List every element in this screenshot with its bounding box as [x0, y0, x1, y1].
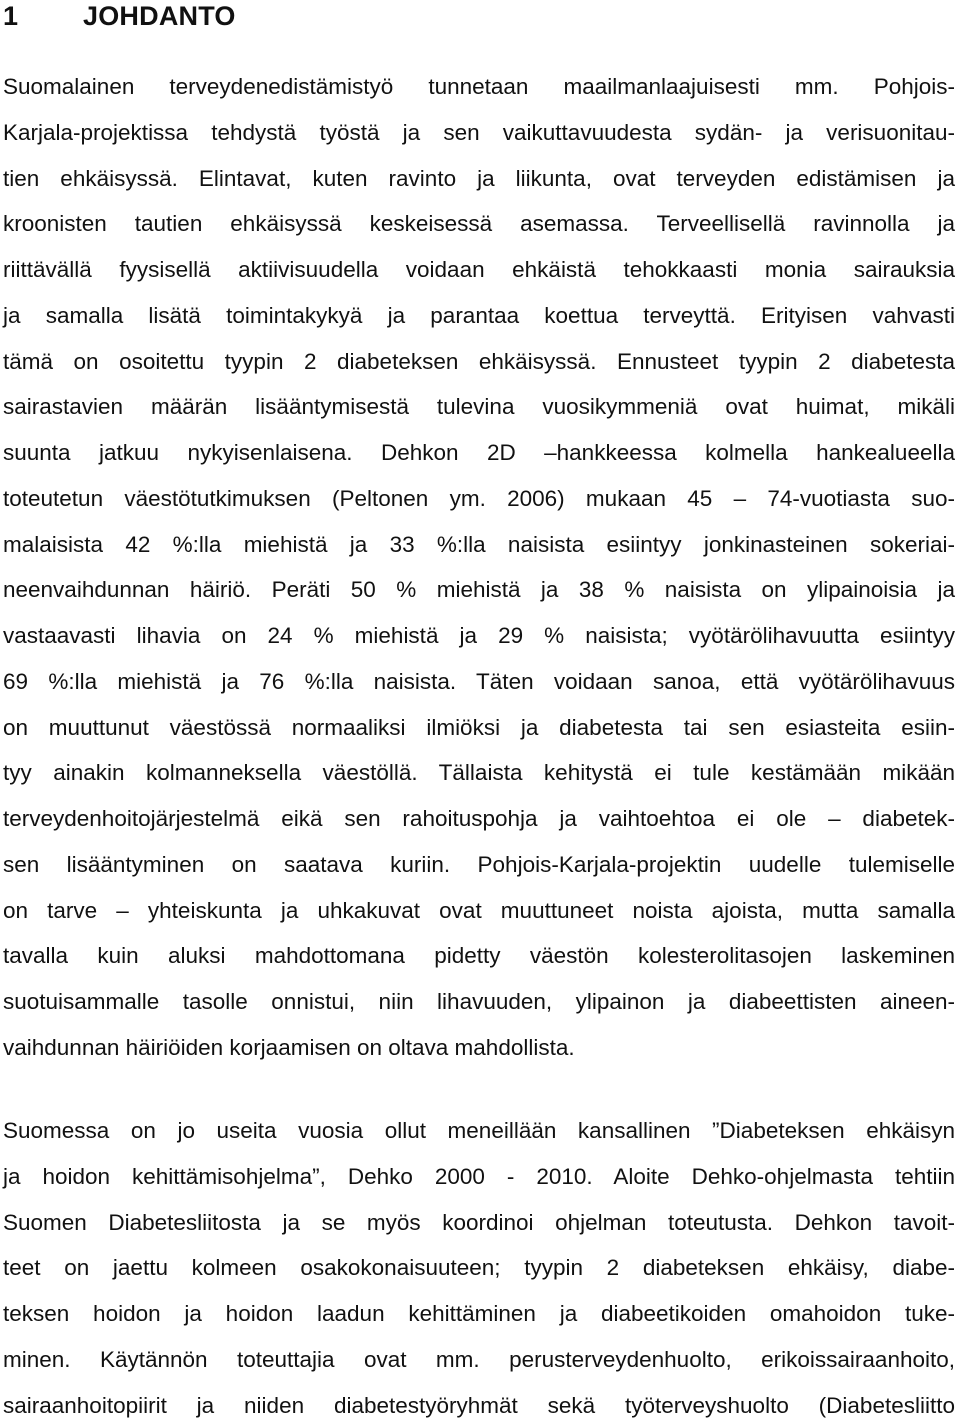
text-line: teksen hoidon ja hoidon laadun kehittäminen ja diabeetikoiden omahoidon tuke- [3, 1291, 955, 1337]
chapter-number: 1 [3, 0, 83, 32]
text-line: kroonisten tautien ehkäisyssä keskeisessä asemassa. Terveellisellä ravinnolla ja [3, 201, 955, 247]
text-line: teet on jaettu kolmeen osakokonaisuuteen; tyypin 2 diabeteksen ehkäisy, diabe- [3, 1245, 955, 1291]
text-line: sairastavien määrän lisääntymisestä tulevina vuosikymmeniä ovat huimat, mikäli [3, 384, 955, 430]
text-line: suotuisammalle tasolle onnistui, niin lihavuuden, ylipainon ja diabeettisten aineen- [3, 979, 955, 1025]
text-line: ja hoidon kehittämisohjelma”, Dehko 2000 - 2010. Aloite Dehko-ohjelmasta tehtiin [3, 1154, 955, 1200]
text-line: sairaanhoitopiirit ja niiden diabetestyöryhmät sekä työterveyshuolto (Diabetesliitto [3, 1383, 955, 1428]
text-line: terveydenhoitojärjestelmä eikä sen rahoituspohja ja vaihtoehtoa ei ole – diabetek- [3, 796, 955, 842]
text-line: Karjala-projektissa tehdystä työstä ja sen vaikuttavuudesta sydän- ja verisuonitau- [3, 110, 955, 156]
chapter-heading [3, 0, 236, 32]
text-line: Suomalainen terveydenedistämistyö tunnetaan maailmanlaajuisesti mm. Pohjois- [3, 64, 955, 110]
body-paragraph [3, 64, 955, 1071]
text-line: on muuttunut väestössä normaaliksi ilmiöksi ja diabetesta tai sen esiasteita esiin- [3, 705, 955, 751]
text-line: 69 %:lla miehistä ja 76 %:lla naisista. Täten voidaan sanoa, että vyötärölihavuus [3, 659, 955, 705]
text-line: minen. Käytännön toteuttajia ovat mm. perusterveydenhuolto, erikoissairaanhoito, [3, 1337, 955, 1383]
text-line: neenvaihdunnan häiriö. Peräti 50 % miehistä ja 38 % naisista on ylipainoisia ja [3, 567, 955, 613]
text-line: suunta jatkuu nykyisenlaisena. Dehkon 2D –hankkeessa kolmella hankealueella [3, 430, 955, 476]
text-line: sen lisääntyminen on saatava kuriin. Pohjois-Karjala-projektin uudelle tulemiselle [3, 842, 955, 888]
chapter-title: JOHDANTO [83, 1, 236, 31]
body-paragraph [3, 1108, 955, 1428]
text-line: vaihdunnan häiriöiden korjaamisen on oltava mahdollista. [3, 1025, 955, 1071]
text-line: tavalla kuin aluksi mahdottomana pidetty väestön kolesterolitasojen laskeminen [3, 933, 955, 979]
text-line: malaisista 42 %:lla miehistä ja 33 %:lla naisista esiintyy jonkinasteinen sokeriai- [3, 522, 955, 568]
text-line: toteutetun väestötutkimuksen (Peltonen ym. 2006) mukaan 45 – 74-vuotiasta suo- [3, 476, 955, 522]
text-line: tämä on osoitettu tyypin 2 diabeteksen ehkäisyssä. Ennusteet tyypin 2 diabetesta [3, 339, 955, 385]
text-line: riittävällä fyysisellä aktiivisuudella voidaan ehkäistä tehokkaasti monia sairauksia [3, 247, 955, 293]
text-line: ja samalla lisätä toimintakykyä ja parantaa koettua terveyttä. Erityisen vahvasti [3, 293, 955, 339]
text-line: Suomen Diabetesliitosta ja se myös koordinoi ohjelman toteutusta. Dehkon tavoit- [3, 1200, 955, 1246]
text-line: tyy ainakin kolmanneksella väestöllä. Tällaista kehitystä ei tule kestämään mikään [3, 750, 955, 796]
text-line: tien ehkäisyssä. Elintavat, kuten ravinto ja liikunta, ovat terveyden edistämisen ja [3, 156, 955, 202]
text-line: on tarve – yhteiskunta ja uhkakuvat ovat muuttuneet noista ajoista, mutta samalla [3, 888, 955, 934]
text-line: vastaavasti lihavia on 24 % miehistä ja 29 % naisista; vyötärölihavuutta esiintyy [3, 613, 955, 659]
text-line: Suomessa on jo useita vuosia ollut meneillään kansallinen ”Diabeteksen ehkäisyn [3, 1108, 955, 1154]
